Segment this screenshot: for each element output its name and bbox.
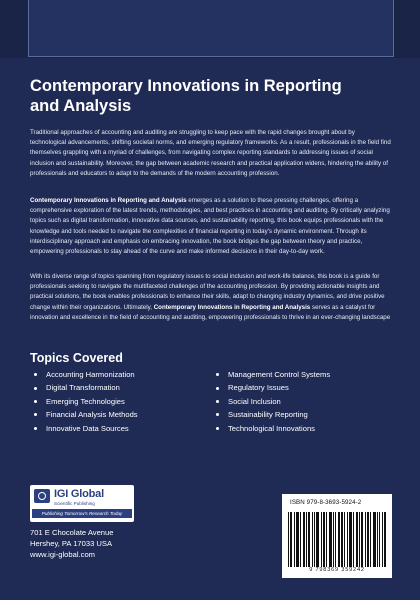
publisher-tagline: Publishing Tomorrow's Research Today <box>32 509 132 518</box>
topic-item: Management Control Systems <box>216 368 330 381</box>
topic-item: Technological Innovations <box>216 422 330 435</box>
publisher-name: IGI Global <box>54 488 104 500</box>
topics-heading: Topics Covered <box>30 351 123 365</box>
paragraph-text: With its diverse range of topics spanning from regulatory issues to social inclusion and work-life balance, this book is a guide for professionals seeking to navigate the multifaceted challenges of the accounting profession. By providing actionable insights and practical solutions, the book enables professionals to enhance their skills, adapt to changing industry dynamics, and drive positive change within their organizations. Ultimately, <box>30 273 385 311</box>
publisher-subtitle: Scientific Publishing <box>54 501 95 506</box>
book-title: Contemporary Innovations in Reporting and Analysis <box>30 77 342 115</box>
topics-list-left <box>34 368 138 435</box>
book-title-inline: Contemporary Innovations in Reporting and Analysis <box>30 197 187 204</box>
paragraph-text: emerges as a solution to these pressing challenges, offering a comprehensive exploration of the latest trends, methodologies, and best practices in accounting and auditing. By critically analyzing topics such as digital transformation, innovative data sources, and sustainability reporting, this book equips professionals with the knowledge and tools needed to navigate the complexities of financial reporting in today's dynamic environment. Through its interdisciplinary approach and emphasis on embracing innovation, the book bridges the gap between theory and practice, empowering professionals to stay ahead of the curve and make informed decisions in their day-to-day work. <box>30 197 390 256</box>
description-paragraph-2 <box>30 196 392 257</box>
bullet-icon <box>34 387 37 390</box>
topic-item: Sustainability Reporting <box>216 408 330 421</box>
address-street: 701 E Chocolate Avenue <box>30 528 114 537</box>
publisher-website: www.igi-global.com <box>30 550 95 560</box>
bullet-icon <box>216 400 219 403</box>
description-paragraph-3 <box>30 272 392 323</box>
bullet-icon <box>216 387 219 390</box>
paragraph-text: serves as a catalyst for innovation and excellence in the field of accounting and auditing, empowering professionals to thrive in an ever-changing landscape <box>30 303 391 321</box>
description-paragraph-1: Traditional approaches of accounting and auditing are struggling to keep pace with the rapid changes brought about by technological advancements, shifting societal norms, and emerging regulatory frameworks. As a result, professionals in the field find themselves grappling with a myriad of challenges, from navigating complex reporting standards to addressing issues of social inclusion and sustainability. Moreover, the gap between academic research and practical application widens, hindering the ability of professionals and educators to adapt to the demands of the modern accounting profession. <box>30 129 391 177</box>
topic-item: Financial Analysis Methods <box>34 408 138 421</box>
bullet-icon <box>34 413 37 416</box>
globe-icon <box>34 489 50 503</box>
isbn-label: ISBN 979-8-3693-5924-2 <box>290 499 362 506</box>
topic-item: Digital Transformation <box>34 381 138 394</box>
topics-list-right <box>216 368 330 435</box>
topic-item: Social Inclusion <box>216 395 330 408</box>
address-city: Hershey, PA 17033 USA <box>30 539 113 549</box>
bullet-icon <box>216 373 219 376</box>
publisher-address <box>30 527 113 561</box>
topic-item: Accounting Harmonization <box>34 368 138 381</box>
bullet-icon <box>216 413 219 416</box>
topic-item: Regulatory Issues <box>216 381 330 394</box>
book-title-inline: Contemporary Innovations in Reporting and Analysis <box>153 303 311 311</box>
bullet-icon <box>34 400 37 403</box>
bullet-icon <box>34 373 37 376</box>
isbn-barcode <box>282 494 392 578</box>
barcode-bars <box>288 512 386 567</box>
cover-image-panel <box>28 0 394 57</box>
barcode-number: 9 798369 359242 <box>309 567 365 573</box>
topic-item: Emerging Technologies <box>34 395 138 408</box>
topic-item: Innovative Data Sources <box>34 422 138 435</box>
bullet-icon <box>216 427 219 430</box>
publisher-logo <box>30 485 134 522</box>
bullet-icon <box>34 427 37 430</box>
